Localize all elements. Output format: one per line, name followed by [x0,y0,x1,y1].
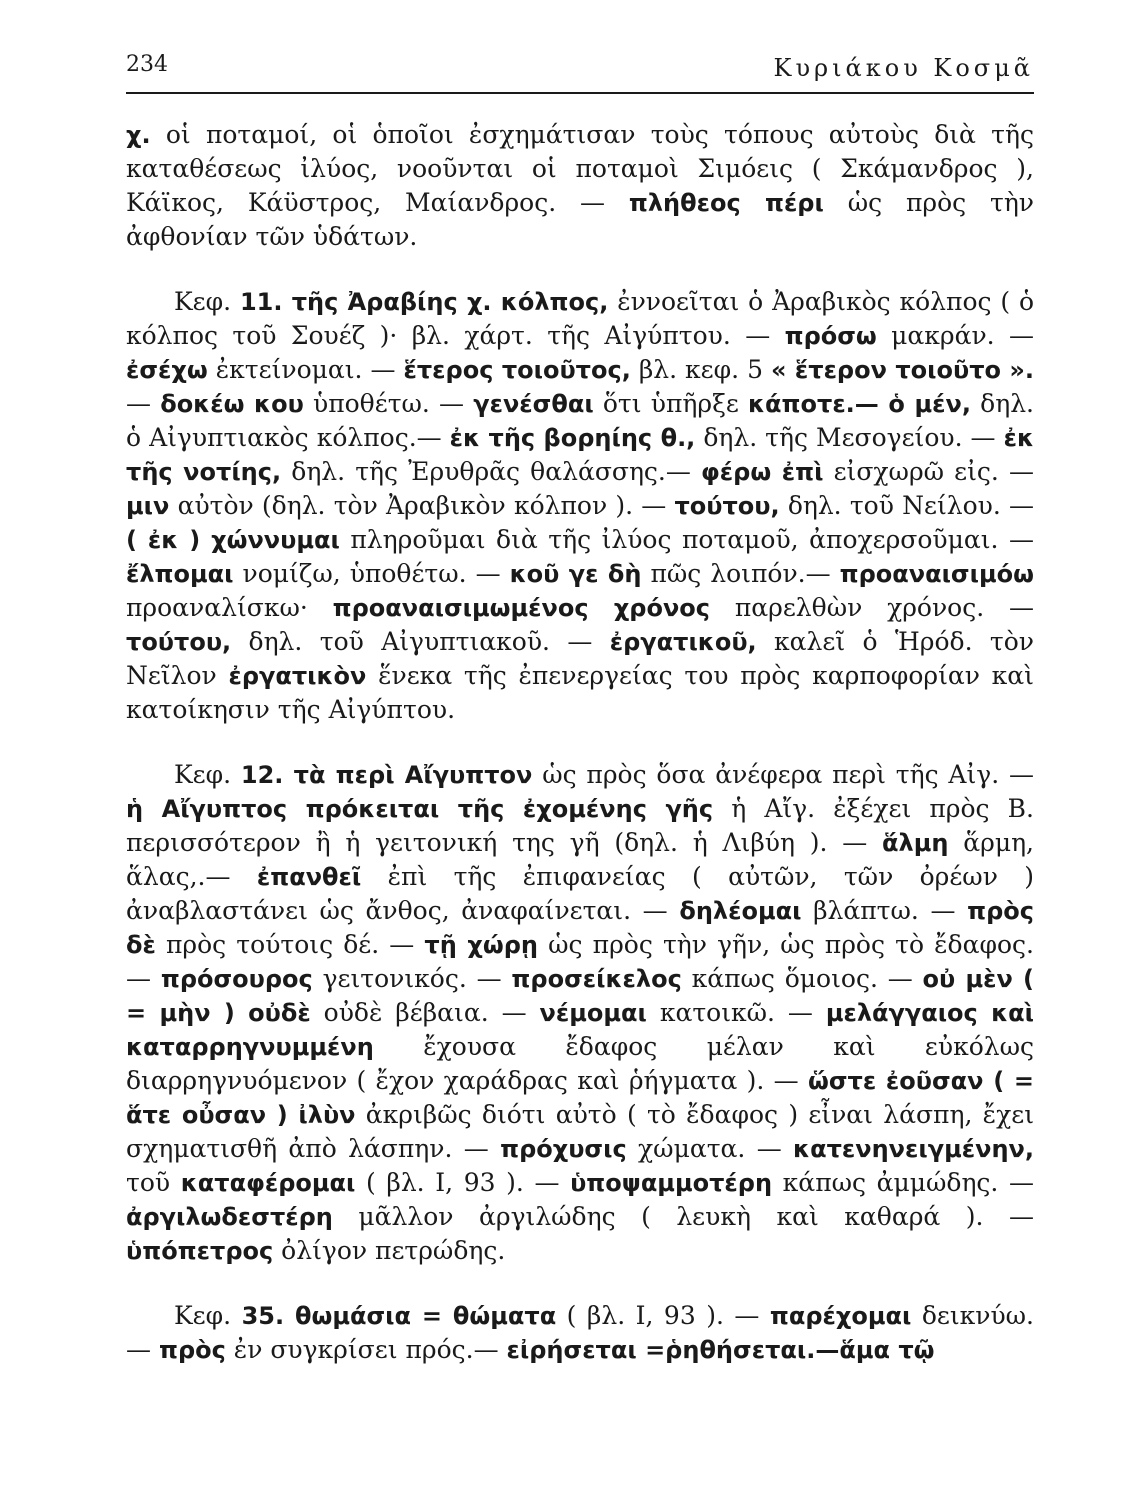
text-run: — [126,389,161,418]
paragraph-chapter-12 [126,758,1034,1268]
text-run: δηλ. τῆς Ἐρυθρᾶς θαλάσσης.— [281,457,702,486]
text-run: αὐτὸν (δηλ. τὸν Ἀραβικὸν κόλπον ). — [169,491,675,520]
bold-term: παρέχομαι [769,1302,912,1330]
page-body [126,118,1034,1398]
text-run: ὡς πρὸς ὅσα ἀνέφερα περὶ τῆς Αἰγ. — [532,760,1034,789]
bold-term: πρὸς δὲ [126,897,1034,959]
text-run: κάπως ἀμμώδης. — [772,1168,1035,1197]
bold-term: ἅλμη [882,829,949,857]
bold-term: χ. [126,121,151,149]
bold-term: κατενηνειγμένην, [793,1135,1035,1163]
bold-term: ἐκ τῆς βορηίης θ., [449,424,696,452]
bold-term: ἕτερος τοιοῦτος, [403,356,631,384]
text-run: ἡ Αἴγ. ἐξέχει πρὸς Β. περισσότερον ἢ ἡ γειτονική της γῆ (δηλ. ἡ Λιβύη ). — [126,794,1034,857]
bold-term: 35. θωμάσια = θώματα [241,1302,557,1330]
text-run: ( βλ. Ι, 93 ). — [556,1301,770,1330]
bold-term: φέρω ἐπὶ [701,458,824,486]
bold-term: κοῦ γε δὴ [509,560,642,588]
text-run: νομίζω, ὑποθέτω. — [233,559,510,588]
bold-term: ἔλπομαι [126,560,234,588]
text-run: μᾶλλον ἀργιλώδης ( λευκὴ καὶ καθαρά ). — [332,1202,1034,1231]
text-run: εἰσχωρῶ εἰς. — [823,457,1035,486]
paragraph-chapter-35 [126,1299,1034,1367]
bold-term: τούτου, [126,628,232,656]
bold-term: ὑποψαμμοτέρη [570,1169,773,1197]
text-run: δηλ. ὁ Αἰγυπτιακὸς κόλπος.— [126,389,1034,452]
text-run: ἐπὶ τῆς ἐπιφανείας ( αὐτῶν, τῶν ὀρέων ) ἀναβλαστάνει ὡς ἄνθος, ἀναφαίνεται. — [126,862,1034,925]
bold-term: εἰρήσεται =ῥηθήσεται.—ἅμα τῷ [506,1336,935,1364]
text-run: προαναλίσκω· [126,593,333,622]
bold-term: πρόσουρος [160,965,313,993]
bold-term: ἐσέχω [126,356,208,384]
bold-term: οὐ μὲν ( = μὴν ) οὐδὲ [126,965,1035,1027]
text-run: βλάπτω. — [801,896,968,925]
text-run: δηλ. τοῦ Αἰγυπτιακοῦ. — [231,627,610,656]
text-run: ὑποθέτω. — [303,389,474,418]
text-run: δηλ. τῆς Μεσογείου. — [695,423,1004,452]
text-run: δεικνύω. — [126,1301,1034,1364]
page-number: 234 [126,52,168,77]
text-run: ἔχουσα ἔδαφος μέλαν καὶ εὐκόλως διαρρηγνυόμενον ( ἔχον χαράδρας καὶ ῥήγματα ). — [126,1032,1034,1095]
bold-term: τούτου, [674,492,780,520]
bold-term: « ἕτερον τοιοῦτο ». [770,356,1035,384]
text-run: ἐννοεῖται ὁ Ἀραβικὸς κόλπος ( ὁ κόλπος τοῦ Σουέζ )· βλ. χάρτ. τῆς Αἰγύπτου. — [126,287,1034,350]
bold-term: 12. τὰ περὶ Αἴγυπτον [240,761,533,789]
text-run: ὅτι ὑπῆρξε [593,389,748,418]
bold-term: δηλέομαι [679,897,802,925]
bold-term: 11. τῆς Ἀραβίης χ. κόλπος, [239,288,609,316]
bold-term: προαναισιμωμένος χρόνος [332,594,711,622]
text-run: ἕνεκα τῆς ἐπενεργείας του πρὸς καρποφορίαν καὶ κατοίκησιν τῆς Αἰγύπτου. [126,661,1034,724]
text-run: καλεῖ ὁ Ἡρόδ. τὸν Νεῖλον [126,627,1034,690]
text-run: ἅρμη, ἅλας,.— [126,828,1035,891]
bold-term: κάποτε.— ὁ μέν, [747,390,971,418]
bold-term: μιν [126,492,170,520]
bold-term: ἀργιλωδεστέρη [126,1203,333,1231]
text-run: δηλ. τοῦ Νείλου. — [779,491,1034,520]
text-run: μακράν. — [876,321,1035,350]
bold-term: πρόχυσις [500,1135,627,1163]
text-run: ἀκριβῶς διότι αὐτὸ ( τὸ ἔδαφος ) εἶναι λάσπη, ἔχει σχηματισθῆ ἀπὸ λάσπην. — [126,1100,1034,1163]
text-run: ὀλίγον πετρώδης. [273,1236,506,1265]
running-title: Κυριάκου Κοσμᾶ [773,54,1034,82]
bold-term: προσείκελος [511,965,682,993]
text-run: οὐδὲ βέβαια. — [310,998,540,1027]
text-run: Κεφ. [174,760,241,789]
bold-term: νέμομαι [539,999,647,1027]
text-run: πληροῦμαι διὰ τῆς ἰλύος ποταμοῦ, ἀποχερσοῦμαι. — [339,525,1035,554]
bold-term: δοκέω κου [160,390,304,418]
bold-term: πλήθεος πέρι [628,189,824,217]
bold-term: μελάγγαιος καὶ καταρρηγνυμμένη [126,999,1034,1061]
text-run: ( βλ. Ι, 93 ). — [355,1168,571,1197]
text-run: Κεφ. [174,1301,242,1330]
text-run: βλ. κεφ. 5 [630,355,771,384]
text-run: Κεφ. [174,287,240,316]
text-run: γειτονικός. — [312,964,512,993]
text-run: χώματα. — [626,1134,794,1163]
text-run: πῶς λοιπόν.— [641,559,840,588]
bold-term: ἐκ τῆς νοτίης, [126,424,1034,486]
bold-term: ὑπόπετρος [126,1237,274,1265]
bold-term: ἐργατικὸν [228,662,367,690]
bold-term: ὥστε ἐοῦσαν ( = ἅτε οὖσαν ) ἰλὺν [126,1067,1035,1129]
bold-term: προαναισιμόω [839,560,1034,588]
bold-term: τῇ χώρῃ [424,931,538,959]
text-run: ὡς πρὸς τὴν ἀφθονίαν τῶν ὑδάτων. [126,188,1034,251]
bold-term: καταφέρομαι [180,1169,356,1197]
text-run: κάπως ὅμοιος. — [681,964,923,993]
text-run: ἐκτείνομαι. — [207,355,404,384]
paragraph-1 [126,118,1034,254]
text-run: παρελθὼν χρόνος. — [710,593,1034,622]
text-run: οἱ ποταμοί, οἱ ὁποῖοι ἐσχημάτισαν τοὺς τόπους αὐτοὺς διὰ τῆς καταθέσεως ἰλύος, νοοῦνται οἱ ποταμοὶ Σιμόεις ( Σκάμανδρος ), Κάϊκος, Κάϋστρος, Μαίανδρος. — [126,120,1034,217]
bold-term: πρόσω [784,322,877,350]
bold-term: ( ἐκ ) χώννυμαι [126,526,340,554]
paragraph-chapter-11 [126,285,1034,727]
text-run: ὡς πρὸς τὴν γῆν, ὡς πρὸς τὸ ἔδαφος. — [126,930,1034,993]
bold-term: ἐπανθεῖ [256,863,362,891]
bold-term: ἡ Αἴγυπτος πρόκειται τῆς ἐχομένης γῆς [126,795,714,823]
text-run: τοῦ [126,1168,181,1197]
page-header [126,52,1034,94]
bold-term: γενέσθαι [473,390,594,418]
text-run: κατοικῶ. — [646,998,826,1027]
text-run: πρὸς τούτοις δέ. — [155,930,425,959]
bold-term: ἐργατικοῦ, [609,628,757,656]
bold-term: πρὸς [158,1336,226,1364]
text-run: ἐν συγκρίσει πρός.— [225,1335,507,1364]
